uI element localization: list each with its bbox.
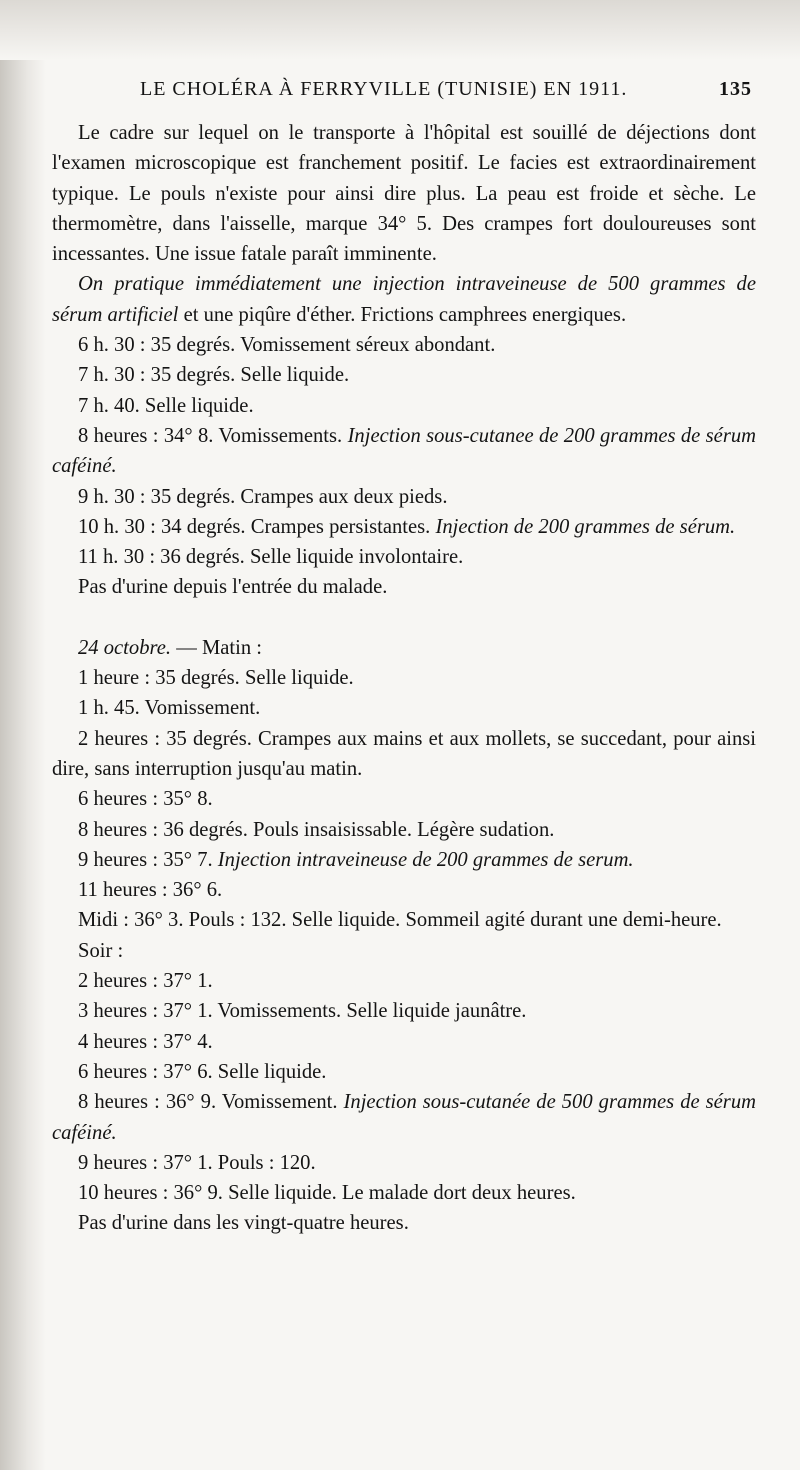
log-entry	[52, 845, 756, 875]
date-label: 24 octobre.	[78, 636, 172, 659]
entry-text: 11 heures : 36° 6.	[78, 879, 223, 902]
entry-text: 8 heures : 36 degrés. Pouls insaisissable. Légère sudation.	[78, 818, 555, 841]
log-entry	[52, 905, 756, 935]
log-entry	[52, 360, 756, 390]
log-entry	[52, 1148, 756, 1178]
log-entry	[52, 572, 756, 602]
log-entry	[52, 421, 756, 482]
log-entry	[52, 996, 756, 1026]
entry-text: Pas d'urine dans les vingt-quatre heures.	[78, 1212, 409, 1235]
entry-text: 2 heures : 35 degrés. Crampes aux mains et aux mollets, se succedant, pour ainsi dire, sans interruption jusqu'au matin.	[52, 727, 756, 780]
entry-text: 2 heures : 37° 1.	[78, 970, 213, 993]
paragraph: Le cadre sur lequel on le transporte à l'hôpital est souillé de déjections dont l'examen microscopique est franchement positif. Le facies est extraordinairement typique. Le pouls n'existe pour ainsi dire plus. La peau est froide et sèche. Le thermomètre, dans l'aisselle, marque 34° 5. Des crampes fort douloureuses sont incessantes. Une issue fatale paraît imminente.	[52, 122, 756, 266]
page-top-shadow	[0, 0, 800, 60]
entry-text: 6 heures : 37° 6. Selle liquide.	[78, 1060, 327, 1083]
log-entry	[52, 966, 756, 996]
log-entry	[52, 875, 756, 905]
log-entry	[52, 330, 756, 360]
entries-evening	[52, 966, 756, 1239]
entries-day1	[52, 330, 756, 603]
log-entry	[52, 1208, 756, 1238]
entry-text: Midi : 36° 3. Pouls : 132. Selle liquide. Sommeil agité durant une demi-heure.	[78, 909, 722, 932]
entry-text: 7 h. 30 : 35 degrés. Selle liquide.	[78, 364, 350, 387]
entry-text: Pas d'urine depuis l'entrée du malade.	[78, 576, 388, 599]
running-title: LE CHOLÉRA À FERRYVILLE (TUNISIE) EN 1911.	[140, 78, 628, 100]
entry-text: 9 h. 30 : 35 degrés. Crampes aux deux pieds.	[78, 485, 448, 508]
heading-rest: — Matin :	[171, 636, 262, 659]
day2-heading	[52, 633, 756, 663]
entry-text: 1 heure : 35 degrés. Selle liquide.	[78, 667, 354, 690]
entry-italic: Injection intraveineuse de 200 grammes de serum.	[217, 848, 634, 871]
soir-label: Soir :	[78, 939, 124, 962]
entry-text: 8 heures : 36° 9. Vomissement.	[78, 1091, 344, 1114]
log-entry	[52, 1087, 756, 1148]
entry-text: 9 heures : 35° 7.	[78, 848, 218, 871]
entry-text: 6 heures : 35° 8.	[78, 788, 213, 811]
plain-text: et une piqûre d'éther. Frictions camphrees energiques.	[178, 303, 627, 326]
running-header	[140, 78, 752, 101]
entry-text: 1 h. 45. Vomissement.	[78, 697, 261, 720]
log-entry	[52, 663, 756, 693]
spacer	[52, 603, 756, 633]
entry-italic: Injection sous-cutanee de 200 grammes de sérum caféiné.	[52, 424, 756, 478]
entry-italic: Injection de 200 grammes de sérum.	[435, 515, 736, 538]
log-entry	[52, 482, 756, 512]
page-edge-shadow	[0, 0, 46, 1470]
page-body	[52, 118, 756, 1239]
entry-text: 10 h. 30 : 34 degrés. Crampes persistantes.	[78, 515, 436, 538]
entries-morning	[52, 663, 756, 936]
log-entry	[52, 1057, 756, 1087]
entry-text: 4 heures : 37° 4.	[78, 1030, 213, 1053]
log-entry	[52, 542, 756, 572]
log-entry	[52, 391, 756, 421]
log-entry	[52, 693, 756, 723]
log-entry	[52, 724, 756, 785]
log-entry	[52, 815, 756, 845]
entry-text: 11 h. 30 : 36 degrés. Selle liquide involontaire.	[78, 546, 464, 569]
log-entry	[52, 1178, 756, 1208]
page-number: 135	[719, 78, 752, 100]
entry-italic: Injection sous-cutanée de 500 grammes de sérum caféiné.	[52, 1091, 756, 1144]
italic-text: On pratique immédiatement une injection intraveineuse de 500 grammes de sérum artificiel	[52, 273, 756, 326]
paragraph-injection	[52, 269, 756, 330]
log-entry	[52, 1027, 756, 1057]
entry-text: 9 heures : 37° 1. Pouls : 120.	[78, 1151, 316, 1174]
entry-text: 6 h. 30 : 35 degrés. Vomissement séreux abondant.	[78, 334, 496, 357]
entry-text: 8 heures : 34° 8. Vomissements.	[78, 424, 348, 447]
entry-text: 7 h. 40. Selle liquide.	[78, 394, 254, 417]
entry-text: 10 heures : 36° 9. Selle liquide. Le malade dort deux heures.	[78, 1182, 576, 1205]
entry-text: 3 heures : 37° 1. Vomissements. Selle liquide jaunâtre.	[78, 1000, 527, 1023]
log-entry	[52, 784, 756, 814]
log-entry	[52, 512, 756, 542]
